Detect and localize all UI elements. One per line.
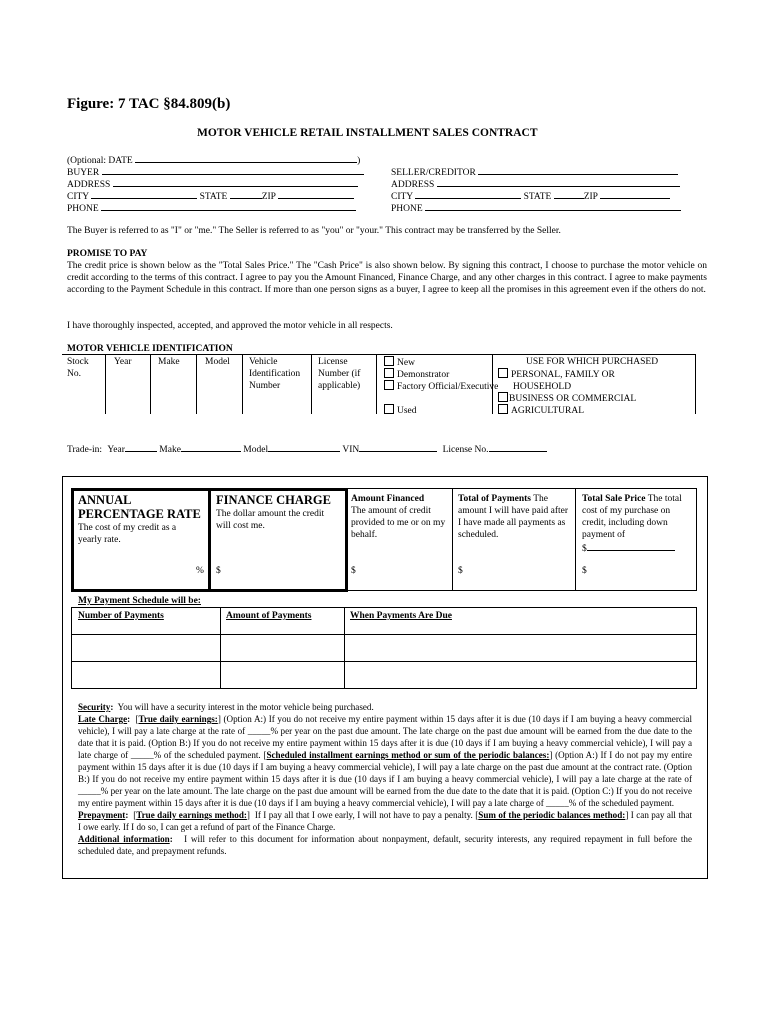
status-option-demonstrator[interactable]: Demonstrator: [384, 368, 449, 381]
af-desc: The amount of credit provided to me or on my behalf.: [351, 506, 446, 540]
fc-value[interactable]: $: [216, 566, 221, 576]
prepayment-label: Prepayment: [78, 810, 126, 820]
status-option-used[interactable]: Used: [384, 404, 417, 417]
apr-title: ANNUAL PERCENTAGE RATE: [78, 493, 201, 521]
buyer-phone-field[interactable]: [101, 201, 356, 211]
seller-address-label: ADDRESS: [391, 180, 435, 190]
use-option-agricultural[interactable]: AGRICULTURAL: [498, 404, 584, 417]
buyer-zip-field[interactable]: [278, 189, 354, 199]
checkbox-used[interactable]: [384, 404, 394, 414]
ts-down-payment[interactable]: $: [582, 541, 675, 555]
intro-text: The Buyer is referred to as "I" or "me." The Seller is referred to as "you" or "your." This contract may be transferred by the Seller.: [67, 226, 561, 236]
security-label: Security: [78, 702, 111, 712]
buyer-city-field[interactable]: [91, 189, 197, 199]
tradein-year-field[interactable]: [125, 442, 157, 452]
af-value[interactable]: $: [351, 566, 356, 576]
seller-phone-field[interactable]: [425, 201, 681, 211]
col-model: Model: [205, 357, 230, 367]
tradein-label: Trade-in:: [67, 445, 103, 455]
seller-city-field[interactable]: [415, 189, 521, 199]
late-method-2: Scheduled installment earnings method or sum of the periodic balances:: [266, 750, 550, 760]
additional-info-paragraph: Additional information: I will refer to this document for information about nonpayment, default, security interests, any required repayment in full before the scheduled date, and prepayment refunds.: [78, 834, 692, 856]
buyer-field[interactable]: [102, 165, 364, 175]
contract-title: MOTOR VEHICLE RETAIL INSTALLMENT SALES CONTRACT: [197, 127, 538, 139]
ts-block: [582, 493, 694, 541]
prepayment-paragraph: Prepayment: [True daily earnings method:] If I pay all that I owe early, I will not have to pay a penalty. [Sum of the periodic balances method:] I can pay all that I owe early. If I do so, I can get a refund of part of the Finance Charge.: [78, 810, 693, 832]
date-field[interactable]: [135, 153, 357, 163]
seller-address-field[interactable]: [437, 177, 680, 187]
af-title: Amount Financed: [351, 494, 425, 504]
vehicle-id-heading: MOTOR VEHICLE IDENTIFICATION: [67, 344, 233, 354]
tradein-make-label: Make: [159, 445, 181, 455]
ts-title: Total Sale Price: [582, 494, 646, 504]
fc-title: FINANCE CHARGE: [216, 493, 331, 507]
promise-text: The credit price is shown below as the "Total Sales Price." The "Cash Price" is also shown below. By signing this contract, I choose to purchase the motor vehicle on credit according to the terms of this contract. I agree to pay you the Amount Financed, Finance Charge, and any other charges in this contract. I agree to make payments according to the Payment Schedule in this contract. If more than one person signs as a buyer, I agree to keep all the promises in this agreement even if the others do not.: [67, 261, 707, 295]
buyer-state-label: STATE: [199, 192, 228, 202]
late-text-1: (Option A:) If you do not receive my entire payment within 15 days after it is due (10 days if I am buying a heavy commercial vehicle), I will pay a late charge at the rate of _____% per year on the past due amount. The late charge on the past due amount will be earned from the due date to the date that it is paid. (Option B:) If you do not receive my entire payment within 15 days after it is due (10 days if I am buying a heavy commercial vehicle), I will pay a late charge of _____% of the scheduled payment. [: [78, 714, 692, 760]
tradein-line: [67, 442, 547, 456]
col-year: Year: [114, 357, 132, 367]
apr-value[interactable]: %: [196, 566, 204, 576]
seller-label: SELLER/CREDITOR: [391, 168, 476, 178]
use-heading: USE FOR WHICH PURCHASED: [526, 357, 659, 367]
schedule-col-due: When Payments Are Due: [350, 611, 452, 621]
inspection-text: I have thoroughly inspected, accepted, and approved the motor vehicle in all respects.: [67, 321, 393, 331]
buyer-label: BUYER: [67, 168, 100, 178]
schedule-heading: My Payment Schedule will be:: [78, 596, 201, 606]
col-vin: Vehicle Identification Number: [249, 357, 301, 391]
tp-title: Total of Payments: [458, 494, 532, 504]
security-paragraph: Security: You will have a security interest in the motor vehicle being purchased.: [78, 702, 374, 712]
apr-desc: The cost of my credit as a yearly rate.: [78, 523, 177, 545]
fc-desc: The dollar amount the credit will cost me.: [216, 509, 325, 531]
tp-desc: The amount I will have paid after I have made all payments as scheduled.: [458, 494, 569, 540]
seller-phone-label: PHONE: [391, 204, 423, 214]
late-charge-label: Late Charge: [78, 714, 128, 724]
prepay-text-2: I can pay all that I owe early. If I do so, I can get a refund of part of the Finance Charge.: [78, 810, 693, 832]
seller-zip-label: ZIP: [583, 192, 598, 202]
buyer-address-field[interactable]: [113, 177, 358, 187]
tp-block: [458, 493, 570, 541]
late-charge-paragraph: Late Charge: [True daily earnings:] (Option A:) If you do not receive my entire payment within 15 days after it is due (10 days if I am buying a heavy commercial vehicle), I will pay a late charge at the rate of _____% per year on the past due amount. The late charge on the past due amount will be earned from the due date to the date that it is paid. (Option B:) If you do not receive my entire payment within 15 days after it is due (10 days if I am buying a heavy commercial vehicle), I will pay a late charge of _____% of the scheduled payment. [Scheduled installment earnings method or sum of the periodic balances:] (Option A:) If I do not pay my entire payment within 15 days after it is due (10 days if I am buying a heavy commercial vehicle), I will pay a late charge on the past due amount at the contract rate. (Option B:) If you do not receive my entire payment within 15 days after it is due (10 days if I am buying a heavy commercial vehicle), I will pay a late charge at the rate of _____% per year on the late amount. The late charge on the past due amount will be earned from the due date to the date that it is paid. (Option C:) If you do not receive my entire payment within 15 days after it is due (10 days if I am buying a heavy commercial vehicle), I will pay a late charge of _____% of the scheduled payment.: [78, 714, 692, 808]
checkbox-agricultural[interactable]: [498, 404, 508, 414]
date-line: (Optional: DATE ): [67, 153, 360, 167]
ts-value[interactable]: $: [582, 566, 587, 576]
checkbox-new[interactable]: [384, 356, 394, 366]
tradein-license-field[interactable]: [489, 442, 547, 452]
schedule-col-amount: Amount of Payments: [226, 611, 312, 621]
tradein-vin-label: VIN: [342, 445, 360, 455]
buyer-address-label: ADDRESS: [67, 180, 111, 190]
checkbox-demonstrator[interactable]: [384, 368, 394, 378]
figure-title: Figure: 7 TAC §84.809(b): [67, 96, 231, 112]
additional-info-text: I will refer to this document for information about nonpayment, default, security interests, any required repayment in full before the scheduled date, and prepayment refunds.: [78, 834, 692, 856]
tradein-vin-field[interactable]: [359, 442, 437, 452]
tradein-model-field[interactable]: [268, 442, 340, 452]
seller-zip-field[interactable]: [600, 189, 670, 199]
tradein-model-label: Model: [243, 445, 269, 455]
buyer-zip-label: ZIP: [261, 192, 276, 202]
seller-state-field[interactable]: [554, 189, 584, 199]
tradein-make-field[interactable]: [181, 442, 241, 452]
terms-text: [78, 701, 692, 857]
promise-heading: PROMISE TO PAY: [67, 249, 148, 259]
use-option-business[interactable]: BUSINESS OR COMMERCIAL: [498, 392, 636, 405]
late-method-1: True daily earnings:: [138, 714, 218, 724]
buyer-city-label: CITY: [67, 192, 89, 202]
checkbox-factory[interactable]: [384, 380, 394, 390]
ts-desc: The total cost of my purchase on credit, including down payment of: [582, 494, 682, 540]
col-stock-no: Stock No.: [67, 357, 89, 379]
buyer-phone-label: PHONE: [67, 204, 99, 214]
prepay-text-1: If I pay all that I owe early, I will not have to pay a penalty. [: [254, 810, 479, 820]
prepay-method-2: Sum of the periodic balances method:: [478, 810, 626, 820]
tp-value[interactable]: $: [458, 566, 463, 576]
security-text: You will have a security interest in the motor vehicle being purchased.: [117, 702, 374, 712]
status-option-factory[interactable]: Factory Official/Executive: [384, 380, 503, 393]
schedule-col-number: Number of Payments: [78, 611, 164, 621]
col-make: Make: [158, 357, 180, 367]
prepay-method-1: True daily earnings method:: [136, 810, 247, 820]
additional-info-label: Additional information: [78, 834, 170, 844]
late-text-2: (Option A:) If I do not pay my entire payment within 15 days after it is due (10 days if I am buying a heavy commercial vehicle), I will pay a late charge on the past due amount at the contract rate. (Option B:) If you do not receive my entire payment within 15 days after it is due (10 days if I am buying a heavy commercial vehicle), I will pay a late charge at the rate of _____% per year on the late amount. The late charge on the past due amount will be earned from the due date to the date that it is paid. (Option C:) If you do not receive my entire payment within 15 days after it is due (10 days if I am buying a heavy commercial vehicle), I will pay a late charge of _____% of the scheduled payment.: [78, 750, 692, 808]
seller-city-label: CITY: [391, 192, 413, 202]
checkbox-business[interactable]: [498, 392, 508, 402]
checkbox-personal[interactable]: [498, 368, 508, 378]
seller-state-label: STATE: [523, 192, 552, 202]
seller-field[interactable]: [478, 165, 678, 175]
down-payment-field[interactable]: [587, 541, 675, 551]
col-license: License Number (if applicable): [318, 357, 361, 391]
status-option-new[interactable]: New: [384, 356, 415, 369]
tradein-license-label: License No.: [442, 445, 489, 455]
tradein-year-label: Year: [107, 445, 125, 455]
buyer-state-field[interactable]: [230, 189, 262, 199]
use-option-personal[interactable]: PERSONAL, FAMILY OR HOUSEHOLD: [498, 368, 663, 393]
